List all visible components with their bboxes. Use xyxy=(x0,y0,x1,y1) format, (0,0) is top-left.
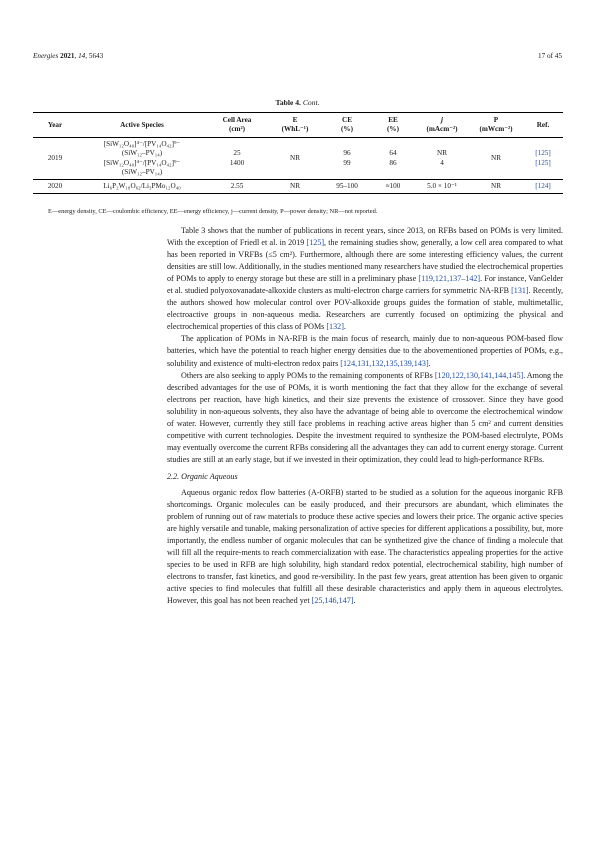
citation-link[interactable]: [124,131,132,135,139,143] xyxy=(340,358,429,368)
ref-link[interactable]: [124] xyxy=(523,180,563,194)
ce-value: 96 xyxy=(343,149,351,158)
col-ref: Ref. xyxy=(523,113,563,138)
cell-e: NR xyxy=(267,138,323,180)
area-value: 1400 xyxy=(229,158,245,167)
table-row xyxy=(33,138,563,180)
col-area-unit: (cm²) xyxy=(228,125,246,133)
col-j-unit: (mAcm⁻²) xyxy=(426,125,458,133)
col-area xyxy=(207,113,267,138)
ee-value: 64 xyxy=(389,149,397,158)
cell-year: 2020 xyxy=(33,180,77,194)
table-footnote: E—energy density, CE—coulombic efficiency, EE—energy efficiency, j—current density, P—power density; NR—not reported. xyxy=(48,208,378,215)
citation-link[interactable]: [132] xyxy=(326,322,344,332)
table-caption xyxy=(0,98,595,107)
species-line: [SiW₁₂O₄₀]⁴⁻/[PV₁₄O₄₂]⁹⁻ xyxy=(103,140,181,148)
cell-species xyxy=(77,138,207,180)
cell-p: NR xyxy=(469,138,523,180)
cell-ee xyxy=(371,138,415,180)
cell-species: Li₆P₂W₁₈O₆₂/Li₃PMo₁₂O₄₀ xyxy=(77,180,207,194)
table-row xyxy=(33,180,563,194)
col-p xyxy=(469,113,523,138)
table-header-row xyxy=(33,113,563,138)
page-number: 17 of 45 xyxy=(538,52,562,60)
cell-ce xyxy=(323,138,371,180)
journal-name: Energies xyxy=(33,52,59,60)
citation-link[interactable]: [119,121,137–142] xyxy=(418,274,481,284)
article-number: 5643 xyxy=(88,52,104,60)
body-text xyxy=(167,225,563,607)
ref-link[interactable]: [125] xyxy=(535,158,551,167)
cell-p: NR xyxy=(469,180,523,194)
journal-volume: 14 xyxy=(78,52,86,60)
j-value: NR xyxy=(437,149,447,158)
area-value: 25 xyxy=(233,149,241,158)
table-label: Table 4. xyxy=(275,98,301,107)
col-e-label: E xyxy=(292,116,298,124)
col-j-label: j xyxy=(441,116,443,124)
cell-j xyxy=(415,138,469,180)
ref-link[interactable]: [125] xyxy=(535,149,551,158)
col-ee-unit: (%) xyxy=(387,125,399,133)
citation-link[interactable]: [125] xyxy=(306,238,325,248)
performance-table xyxy=(33,112,563,194)
col-ce-label: CE xyxy=(342,116,352,124)
cell-e: NR xyxy=(267,180,323,194)
cell-ee: ≈100 xyxy=(371,180,415,194)
paragraph: Others are also seeking to apply POMs to the remaining components of RFBs [120,122,130,141,144,145]. Among the described advantages for the use of POMs, it is worth mentioning the fact that they allow for the exchange of several electrons per reaction, have high kinetics, and their size prevents the existence of crossover. Since they have good solubility in non-aqueous solvents, they also have the advantage of being able to overcome the electrochemical window of water. However, currently they still face problems in reaching active areas higher than 5 cm² and current densities competitive with current technologies. Despite the investment required to synthesize the POM-based electrolyte, POMs may eventually overcome the current RFBs considering all the advantages they can add to current energy storage. Current studies are still at an early stage, but if we invested in their optimization, they could lead to high-performance RFBs. xyxy=(167,370,564,464)
col-species: Active Species xyxy=(77,113,207,138)
citation-link[interactable]: [131] xyxy=(511,286,529,296)
col-e xyxy=(267,113,323,138)
col-area-label: Cell Area xyxy=(222,116,252,124)
cell-ref xyxy=(523,138,563,180)
ee-value: 86 xyxy=(389,158,397,167)
cell-year: 2019 xyxy=(33,138,77,180)
paragraph: Table 3 shows that the number of publications in recent years, since 2013, on RFBs based on POMs is very limited. With the exception of Friedl et al. in 2019 [125], the remaining studies show, generally, a low cell area compared to what has been reported in VRFBs (≤5 cm²). Furthermore, although there are some interesting efficiency values, the current densities are still low. Additionally, in the studies mentioned many researchers have studied the electrochemical properties of POMs to apply to energy storage but these are still in a preliminary phase [119,121,137–142]. For instance, VanGelder et al. studied polyoxovanadate-alkoxide clusters as multi-electron charge carriers for symmetric NA-RFB [131]. Recently, the authors showed how molecular control over POV-alkoxide groups guides the formation of stable, multimetallic, electroactive groups in non-aqueous media. Researchers are currently focused on optimizing the physical and electrochemical properties of this class of POMs [132]. xyxy=(167,226,564,332)
species-line: (SiW₁₂–PV₁₄) xyxy=(121,149,163,158)
journal-citation: Energies 2021, 14, 5643 xyxy=(33,52,104,60)
citation-link[interactable]: [120,122,130,141,144,145] xyxy=(434,370,524,380)
citation-link[interactable]: [25,146,147] xyxy=(311,596,354,606)
col-ee-label: EE xyxy=(388,116,398,124)
col-p-unit: (mWcm⁻²) xyxy=(479,125,513,133)
col-ee xyxy=(371,113,415,138)
col-e-unit: (WhL⁻¹) xyxy=(281,125,309,133)
cell-area xyxy=(207,138,267,180)
cell-ce: 95–100 xyxy=(323,180,371,194)
col-year: Year xyxy=(33,113,77,138)
col-p-label: P xyxy=(493,116,499,124)
table-cont: Cont. xyxy=(302,98,320,107)
species-line: (SiW₁₂–PV₁₄) xyxy=(121,168,163,177)
ce-value: 99 xyxy=(343,158,351,167)
journal-year: 2021 xyxy=(60,52,75,60)
col-j xyxy=(415,113,469,138)
cell-area: 2.55 xyxy=(207,180,267,194)
section-heading: 2.2. Organic Aqueous xyxy=(167,471,238,481)
j-value: 4 xyxy=(440,158,444,167)
paragraph: Aqueous organic redox flow batteries (A-ORFB) started to be studied as a solution for the aqueous inorganic RFB shortcomings. Organic molecules can be easily produced, and their precursors are abundant, which eliminates the problem of running out of raw materials to produce these active species and lowers their price. The organic active species are highly versatile and tunable, making personalization of active species for different applications a possibility, but, more importantly, the endless number of organic molecules that can be synthetized give the chance of finding a molecule that will fill all the require-ments to reach commercialization with ease. The characteristics appealing properties for the active species to be used in RFB are high solubility, high standard redox potential, electrochemical stability, high number of electrons to transfer, fast kinetics, and good re-versibility. In the past few years, great attention has been given to organic active species to find molecules that fulfill all these desirable characteristics and apply them in aqueous electrolytes. However, this goal has not been reached yet [25,146,147]. xyxy=(167,487,563,606)
page-header xyxy=(33,52,562,64)
col-ce xyxy=(323,113,371,138)
col-ce-unit: (%) xyxy=(341,125,353,133)
paragraph: The application of POMs in NA-RFB is the main focus of research, mainly due to non-aqueous POM-based flow batteries, which have the potential to reach higher energy densities due to the abovementioned properties of POMs, e.g., solubility and existence of multi-electron redox pairs [124,131,132,135,139,143]. xyxy=(167,334,563,368)
species-line: [SiW₁₂O₄₀]⁴⁻/[PV₁₄O₄₂]⁹⁻ xyxy=(103,158,181,167)
cell-j: 5.0 × 10⁻¹ xyxy=(415,180,469,194)
